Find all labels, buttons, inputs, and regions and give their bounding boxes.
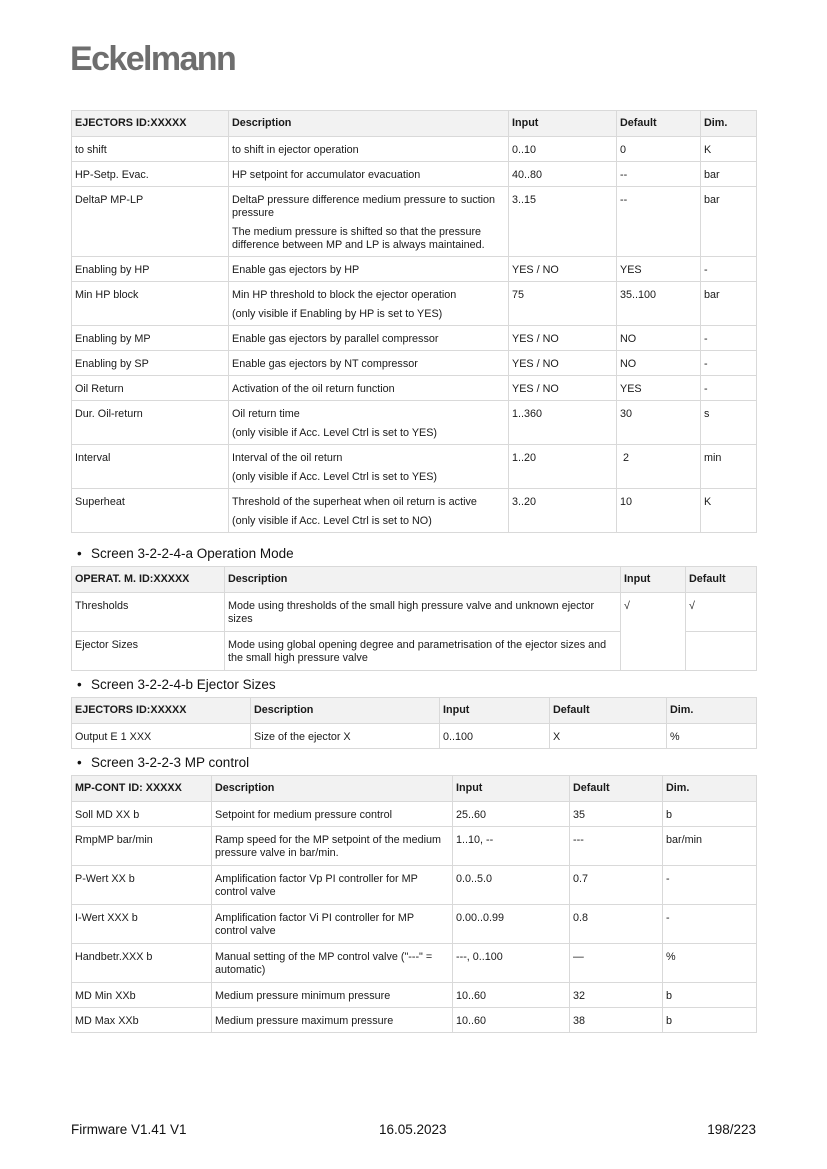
section-title-text: Screen 3-2-2-4-a Operation Mode	[91, 546, 294, 561]
param-default: ---	[570, 827, 663, 866]
col-header-description: Description	[225, 567, 621, 593]
param-input: 75	[509, 282, 617, 326]
table-row	[72, 401, 757, 445]
param-name: Oil Return	[72, 376, 229, 401]
param-description-cell	[229, 401, 509, 445]
param-dim: -	[701, 376, 757, 401]
param-default: 2	[617, 445, 701, 489]
section-title-ejector-sizes	[77, 677, 276, 692]
param-name: Min HP block	[72, 282, 229, 326]
table-row	[72, 944, 757, 983]
bullet-icon: •	[77, 677, 82, 692]
param-default: 0.8	[570, 905, 663, 944]
col-header-default: Default	[570, 776, 663, 802]
col-header-default: Default	[550, 698, 667, 724]
param-default: NO	[617, 326, 701, 351]
param-default: YES	[617, 257, 701, 282]
param-input: 40..80	[509, 162, 617, 187]
param-description: Amplification factor Vp PI controller for MP control valve	[212, 866, 453, 905]
param-default: YES	[617, 376, 701, 401]
param-description: Mode using thresholds of the small high pressure valve and unknown ejector sizes	[225, 593, 621, 632]
param-dim: -	[663, 905, 757, 944]
param-description-cell	[229, 282, 509, 326]
param-dim: bar	[701, 162, 757, 187]
param-input: 3..20	[509, 489, 617, 533]
table-row	[72, 802, 757, 827]
footer-firmware: Firmware V1.41 V1	[71, 1122, 187, 1137]
param-default: —	[570, 944, 663, 983]
table-row	[72, 376, 757, 401]
col-header-dim: Dim.	[701, 111, 757, 137]
param-input: ---, 0..100	[453, 944, 570, 983]
table-row	[72, 326, 757, 351]
param-description: Threshold of the superheat when oil return is active	[232, 496, 477, 508]
param-description-note: (only visible if Acc. Level Ctrl is set to NO)	[232, 514, 432, 527]
param-description-cell	[229, 445, 509, 489]
param-description-cell	[229, 489, 509, 533]
param-description: Amplification factor Vi PI controller for MP control valve	[212, 905, 453, 944]
param-input: 25..60	[453, 802, 570, 827]
param-description: Mode using global opening degree and parametrisation of the ejector sizes and the small high pressure valve	[225, 632, 621, 671]
section-title-text: Screen 3-2-2-4-b Ejector Sizes	[91, 677, 276, 692]
col-header-id: EJECTORS ID:XXXXX	[72, 111, 229, 137]
param-description: Medium pressure minimum pressure	[212, 983, 453, 1008]
param-name: MD Min XXb	[72, 983, 212, 1008]
param-name: Superheat	[72, 489, 229, 533]
param-name: Handbetr.XXX b	[72, 944, 212, 983]
param-name: P-Wert XX b	[72, 866, 212, 905]
param-name: RmpMP bar/min	[72, 827, 212, 866]
section-title-operation-mode	[77, 546, 294, 561]
table-header-row	[72, 567, 757, 593]
param-name: Ejector Sizes	[72, 632, 225, 671]
param-description: Size of the ejector X	[251, 724, 440, 749]
param-dim: bar	[701, 282, 757, 326]
param-description-cell	[229, 187, 509, 257]
table-row	[72, 282, 757, 326]
param-default: --	[617, 187, 701, 257]
param-default: 0.7	[570, 866, 663, 905]
table-header-row	[72, 698, 757, 724]
param-default: 35	[570, 802, 663, 827]
col-header-id: EJECTORS ID:XXXXX	[72, 698, 251, 724]
param-name: Dur. Oil-return	[72, 401, 229, 445]
param-name: Enabling by MP	[72, 326, 229, 351]
param-description: Min HP threshold to block the ejector operation	[232, 289, 457, 301]
param-dim: b	[663, 1008, 757, 1033]
table-row	[72, 724, 757, 749]
param-description: Setpoint for medium pressure control	[212, 802, 453, 827]
bullet-icon: •	[77, 755, 82, 770]
table-row	[72, 827, 757, 866]
param-dim: -	[701, 257, 757, 282]
param-description-note: (only visible if Acc. Level Ctrl is set to YES)	[232, 426, 438, 439]
param-input: 0.0..5.0	[453, 866, 570, 905]
param-name: Soll MD XX b	[72, 802, 212, 827]
param-name: DeltaP MP-LP	[72, 187, 229, 257]
table-row	[72, 489, 757, 533]
table-row	[72, 137, 757, 162]
param-dim: -	[701, 351, 757, 376]
col-header-id: OPERAT. M. ID:XXXXX	[72, 567, 225, 593]
col-header-input: Input	[440, 698, 550, 724]
param-input: 0..100	[440, 724, 550, 749]
param-dim: K	[701, 137, 757, 162]
param-dim: b	[663, 802, 757, 827]
table-row	[72, 866, 757, 905]
param-dim: K	[701, 489, 757, 533]
param-default: 38	[570, 1008, 663, 1033]
table-row	[72, 187, 757, 257]
param-description: DeltaP pressure difference medium pressure to suction pressure	[232, 194, 496, 219]
param-input: 10..60	[453, 1008, 570, 1033]
table-row	[72, 983, 757, 1008]
param-dim: -	[701, 326, 757, 351]
param-description: to shift in ejector operation	[229, 137, 509, 162]
section-title-mp-control	[77, 755, 249, 770]
param-default	[686, 632, 757, 671]
param-name: Thresholds	[72, 593, 225, 632]
table-row	[72, 351, 757, 376]
param-default: 0	[617, 137, 701, 162]
param-name: to shift	[72, 137, 229, 162]
ejectors-parameters-table	[71, 110, 757, 533]
param-name: Output E 1 XXX	[72, 724, 251, 749]
param-default: 30	[617, 401, 701, 445]
param-default: --	[617, 162, 701, 187]
col-header-input: Input	[621, 567, 686, 593]
param-name: HP-Setp. Evac.	[72, 162, 229, 187]
operation-mode-table	[71, 566, 757, 671]
param-input: 1..20	[509, 445, 617, 489]
page-footer	[71, 1122, 756, 1140]
table-row	[72, 905, 757, 944]
col-header-input: Input	[453, 776, 570, 802]
param-description: Enable gas ejectors by NT compressor	[229, 351, 509, 376]
param-dim: %	[663, 944, 757, 983]
param-default: NO	[617, 351, 701, 376]
param-input: 1..360	[509, 401, 617, 445]
col-header-input: Input	[509, 111, 617, 137]
param-description-note: (only visible if Acc. Level Ctrl is set to YES)	[232, 470, 438, 483]
footer-page-number: 198/223	[707, 1122, 756, 1137]
param-input: YES / NO	[509, 326, 617, 351]
table-row	[72, 445, 757, 489]
col-header-description: Description	[229, 111, 509, 137]
param-name: Interval	[72, 445, 229, 489]
col-header-description: Description	[212, 776, 453, 802]
col-header-id: MP-CONT ID: XXXXX	[72, 776, 212, 802]
table-row	[72, 257, 757, 282]
eckelmann-logo: Eckelmann	[70, 40, 236, 78]
col-header-default: Default	[617, 111, 701, 137]
param-description: Enable gas ejectors by HP	[229, 257, 509, 282]
table-row	[72, 1008, 757, 1033]
param-default: √	[686, 593, 757, 632]
param-input: 1..10, --	[453, 827, 570, 866]
col-header-dim: Dim.	[667, 698, 757, 724]
param-input: YES / NO	[509, 351, 617, 376]
param-name: MD Max XXb	[72, 1008, 212, 1033]
param-description: Medium pressure maximum pressure	[212, 1008, 453, 1033]
footer-date: 16.05.2023	[379, 1122, 447, 1137]
table-header-row	[72, 776, 757, 802]
param-description: Interval of the oil return	[232, 452, 343, 464]
param-default: 10	[617, 489, 701, 533]
param-name: Enabling by HP	[72, 257, 229, 282]
param-input: 0..10	[509, 137, 617, 162]
param-description-note: The medium pressure is shifted so that the pressure difference between MP and LP is always maintained.	[232, 225, 485, 251]
param-description: HP setpoint for accumulator evacuation	[229, 162, 509, 187]
param-description: Ramp speed for the MP setpoint of the medium pressure valve in bar/min.	[212, 827, 453, 866]
param-input: YES / NO	[509, 257, 617, 282]
param-input: 10..60	[453, 983, 570, 1008]
param-input: √	[621, 593, 686, 671]
param-dim: bar/min	[663, 827, 757, 866]
table-header-row	[72, 111, 757, 137]
param-dim: -	[663, 866, 757, 905]
table-row	[72, 162, 757, 187]
param-dim: min	[701, 445, 757, 489]
param-default: X	[550, 724, 667, 749]
param-description: Oil return time	[232, 408, 300, 420]
param-dim: b	[663, 983, 757, 1008]
mp-control-table	[71, 775, 757, 1033]
param-default: 35..100	[617, 282, 701, 326]
param-input: YES / NO	[509, 376, 617, 401]
param-description: Manual setting of the MP control valve ("---" = automatic)	[212, 944, 453, 983]
param-dim: %	[667, 724, 757, 749]
param-dim: s	[701, 401, 757, 445]
param-input: 3..15	[509, 187, 617, 257]
bullet-icon: •	[77, 546, 82, 561]
param-name: Enabling by SP	[72, 351, 229, 376]
param-description: Enable gas ejectors by parallel compressor	[229, 326, 509, 351]
param-dim: bar	[701, 187, 757, 257]
col-header-dim: Dim.	[663, 776, 757, 802]
ejector-sizes-table	[71, 697, 757, 749]
col-header-default: Default	[686, 567, 757, 593]
param-name: I-Wert XXX b	[72, 905, 212, 944]
col-header-description: Description	[251, 698, 440, 724]
section-title-text: Screen 3-2-2-3 MP control	[91, 755, 250, 770]
param-description: Activation of the oil return function	[229, 376, 509, 401]
table-row	[72, 593, 757, 632]
param-input: 0.00..0.99	[453, 905, 570, 944]
param-default: 32	[570, 983, 663, 1008]
param-description-note: (only visible if Enabling by HP is set to YES)	[232, 307, 443, 320]
